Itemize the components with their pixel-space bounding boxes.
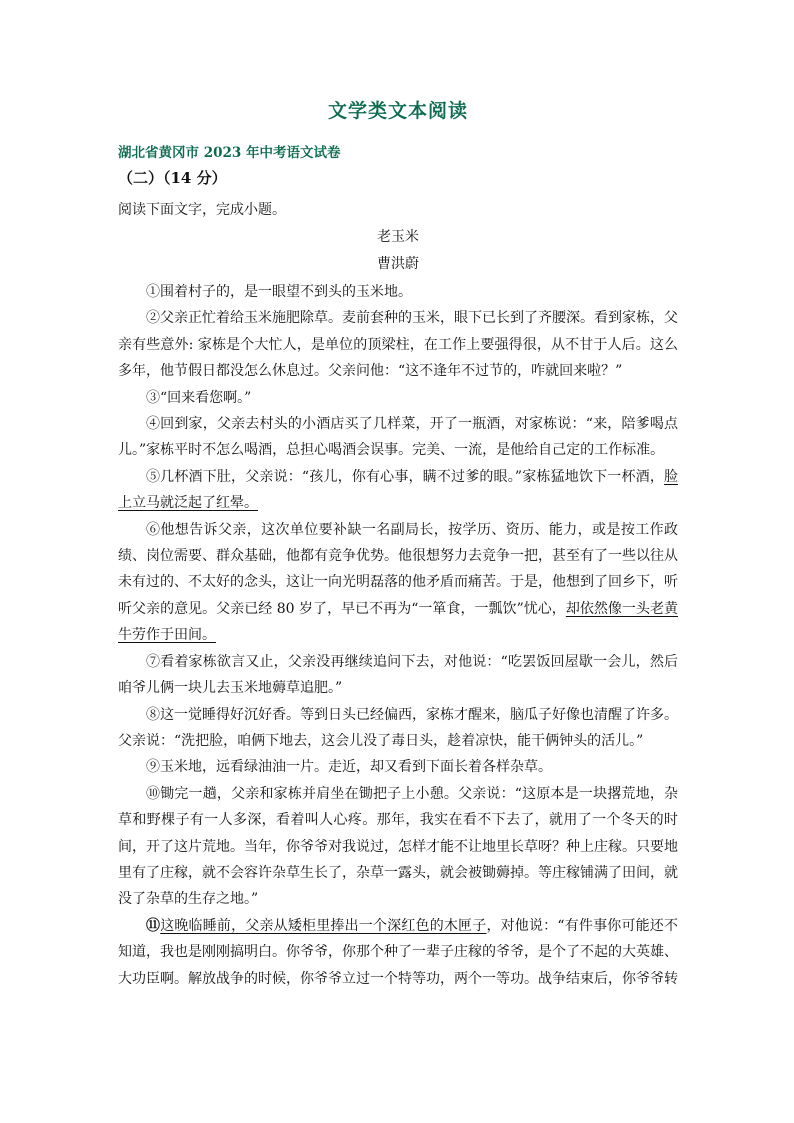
instruction-text: 阅读下面文字，完成小题。 xyxy=(118,202,286,218)
paragraph-9: ⑨玉米地，远看绿油油一片。走近，却又看到下面长着各样杂草。 xyxy=(146,759,552,776)
paragraph-number-11: ⑪ xyxy=(146,917,161,934)
paragraph-11: ⑪这晚临睡前，父亲从矮柜里捧出一个深红色的木匣子，对他说：“有件事你可能还不知道，我也是刚刚搞明白。你爷爷，你那个种了一辈子庄稼的爷爷，是个了不起的大英雄、大功臣啊。解放战争的时候，你爷爷立过一个特等功，两个一等功。战争结束后，你爷爷转 xyxy=(118,917,678,987)
paragraph-5: ⑤几杯酒下肚，父亲说：“孩儿，你有心事，瞒不过爹的眼。”家栋猛地饮下一杯酒，脸上立马就泛起了红晕。 xyxy=(118,468,678,512)
paragraph-10: ⑩锄完一趟，父亲和家栋并肩坐在锄把子上小憩。父亲说：“这原本是一块撂荒地，杂草和野棵子有一人多深，看着叫人心疼。那年，我实在看不下去了，就用了一个冬天的时间，开了这片荒地。当年，你爷爷对我说过，怎样才能不让地里长草呀？种上庄稼。只要地里有了庄稼，就不会容许杂草生长了，杂草一露头，就会被锄薅掉。等庄稼铺满了田间，就没了杂草的生存之地。” xyxy=(118,785,678,908)
story-title: 老玉米 xyxy=(377,229,419,245)
exam-source: 湖北省黄冈市 2023 年中考语文试卷 xyxy=(118,145,341,161)
underlined-sentence-5: 脸上立马就泛起了红晕。 xyxy=(118,468,678,512)
section-heading: （二）（14 分） xyxy=(118,169,227,187)
document-title: 文学类文本阅读 xyxy=(327,100,468,122)
underlined-sentence-11: 这晚临睡前，父亲从矮柜里捧出一个深红色的木匣子 xyxy=(160,917,487,934)
paragraph-2: ②父亲正忙着给玉米施肥除草。麦前套种的玉米，眼下已长到了齐腰深。看到家栋，父亲有些意外: 家栋是个大忙人，是单位的顶梁柱，在工作上要强得很，从不甘于人后。这么多年，他节假日都没怎么休息过。父亲问他：“这不逢年不过节的，咋就回来啦？” xyxy=(118,310,678,380)
underlined-sentence-6: 却依然像一头老黄牛劳作于田间。 xyxy=(118,600,678,644)
story-author: 曹洪蔚 xyxy=(377,256,419,272)
paragraph-8: ⑧这一觉睡得好沉好香。等到日头已经偏西，家栋才醒来，脑瓜子好像也清醒了许多。父亲说：“洗把脸，咱俩下地去，这会儿没了毒日头，趁着凉快，能干俩钟头的活儿。” xyxy=(118,706,678,749)
paragraph-4: ④回到家，父亲去村头的小酒店买了几样菜，开了一瓶酒，对家栋说：“来，陪爹喝点儿。”家栋平时不怎么喝酒，总担心喝酒会误事。完美、一流，是他给自己定的工作标准。 xyxy=(118,416,678,459)
paragraph-7: ⑦看着家栋欲言又止，父亲没再继续追问下去，对他说：“吃罢饭回屋歇一会儿，然后咱爷儿俩一块儿去玉米地薅草追肥。” xyxy=(118,653,678,697)
paragraph-3: ③“回来看您啊。” xyxy=(146,389,252,406)
paragraph-1: ①围着村子的，是一眼望不到头的玉米地。 xyxy=(146,284,412,300)
story-body xyxy=(118,279,678,992)
paragraph-6: ⑥他想告诉父亲，这次单位要补缺一名副局长，按学历、资历、能力，或是按工作政绩、岗位需要、群众基础，他都有竞争优势。他很想努力去竞争一把，甚至有了一些以往从未有过的、不太好的念头，这让一向光明磊落的他矛盾而痛苦。于是，他想到了回乡下，听听父亲的意见。父亲已经 80 岁了，早已不再为“一箪食，一瓢饮”忧心，却依然像一头老黄牛劳作于田间。 xyxy=(118,521,678,644)
